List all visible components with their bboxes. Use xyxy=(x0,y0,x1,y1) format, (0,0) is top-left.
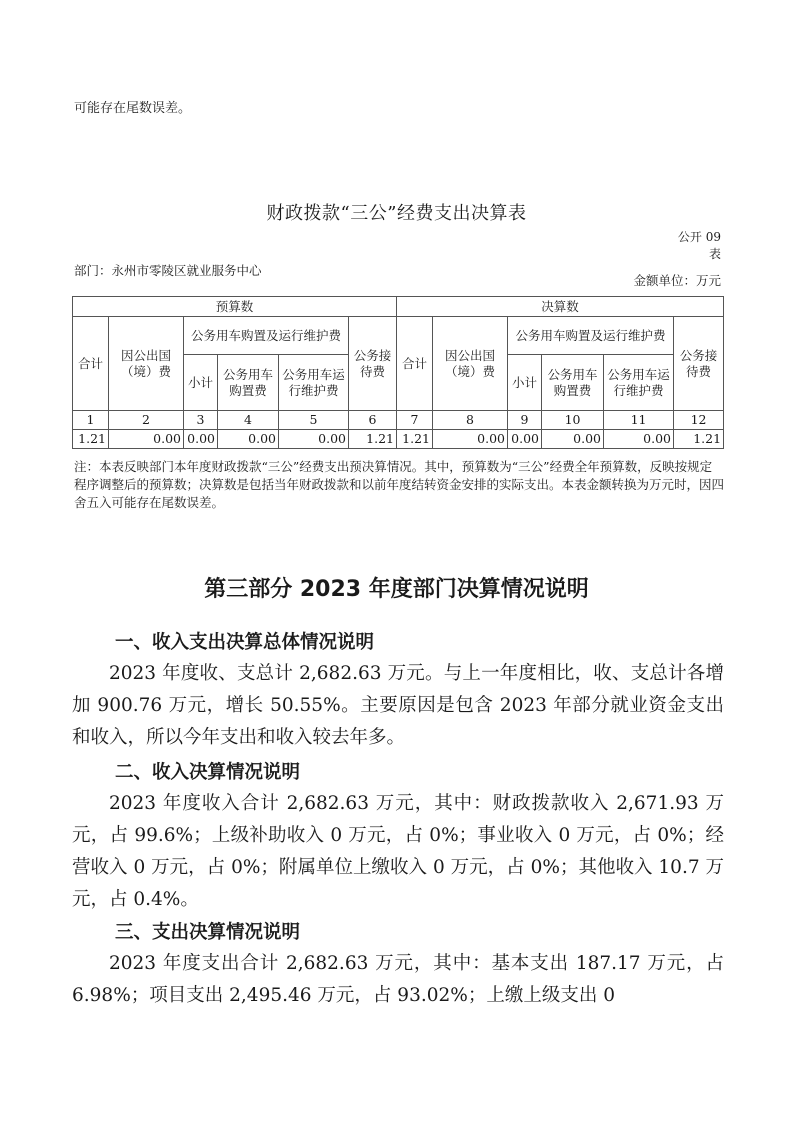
header-budget-subtotal: 小计 xyxy=(184,355,218,411)
column-number: 4 xyxy=(218,411,279,430)
column-number: 2 xyxy=(109,411,184,430)
column-number-row xyxy=(73,411,724,430)
cell-value: 1.21 xyxy=(397,430,433,449)
cell-value: 0.00 xyxy=(184,430,218,449)
header-budget-vehicle-maintenance: 公务用车运行维护费 xyxy=(279,355,349,411)
header-final-vehicle-purchase: 公务用车购置费 xyxy=(542,355,604,411)
header-budget-reception: 公务接待费 xyxy=(349,317,397,411)
column-number: 12 xyxy=(674,411,724,430)
cell-value: 0.00 xyxy=(218,430,279,449)
header-final-vehicle-group: 公务用车购置及运行维护费 xyxy=(508,317,674,355)
column-number: 7 xyxy=(397,411,433,430)
section-body-2: 2023 年度收入合计 2,682.63 万元，其中：财政拨款收入 2,671.93 万元，占 99.6%；上级补助收入 0 万元，占 0%；事业收入 0 万元，占 0%；经营收入 0 万元，占 0%；附属单位上缴收入 0 万元，占 0%；其他收入 10.7 万元，占 0.4%。 xyxy=(72,793,724,910)
cell-value: 0.00 xyxy=(604,430,674,449)
value-row xyxy=(73,430,724,449)
final-group-header: 决算数 xyxy=(397,297,724,317)
header-final-subtotal: 小计 xyxy=(508,355,542,411)
three-public-expenses-table xyxy=(72,296,724,449)
column-number: 6 xyxy=(349,411,397,430)
header-budget-abroad: 因公出国（境）费 xyxy=(109,317,184,411)
header-budget-vehicle-group: 公务用车购置及运行维护费 xyxy=(184,317,349,355)
header-final-total: 合计 xyxy=(397,317,433,411)
header-budget-vehicle-purchase: 公务用车购置费 xyxy=(218,355,279,411)
cell-value: 0.00 xyxy=(279,430,349,449)
header-final-reception: 公务接待费 xyxy=(674,317,724,411)
column-number: 8 xyxy=(433,411,508,430)
column-number: 10 xyxy=(542,411,604,430)
header-final-vehicle-maintenance: 公务用车运行维护费 xyxy=(604,355,674,411)
form-number-line2: 表 xyxy=(708,247,721,261)
group-header-row xyxy=(73,297,724,317)
column-number: 9 xyxy=(508,411,542,430)
section-body-1: 2023 年度收、支总计 2,682.63 万元。与上一年度相比，收、支总计各增加 900.76 万元，增长 50.55%。主要原因是包含 2023 年部分就业资金支出和收入，所以今年支出和收入较去年多。 xyxy=(72,663,724,748)
header-budget-total: 合计 xyxy=(73,317,109,411)
header-row-1 xyxy=(73,317,724,355)
department-label: 部门：永州市零陵区就业服务中心 xyxy=(74,263,262,278)
budget-group-header: 预算数 xyxy=(73,297,397,317)
section-heading-2: 二、收入决算情况说明 xyxy=(115,762,301,783)
column-number: 1 xyxy=(73,411,109,430)
table-title: 财政拨款“三公”经费支出决算表 xyxy=(266,203,527,224)
section-heading-3: 三、支出决算情况说明 xyxy=(115,922,301,943)
cell-value: 0.00 xyxy=(433,430,508,449)
section-heading-1: 一、收入支出决算总体情况说明 xyxy=(115,632,375,653)
table-note: 注：本表反映部门本年度财政拨款“三公”经费支出预决算情况。其中，预算数为“三公”经费全年预算数，反映按规定程序调整后的预算数；决算数是包括当年财政拨款和以前年度结转资金安排的实际支出。本表金额转换为万元时，因四舍五入可能存在尾数误差。 xyxy=(74,459,725,510)
section-body-3: 2023 年度支出合计 2,682.63 万元，其中：基本支出 187.17 万元，占 6.98%；项目支出 2,495.46 万元，占 93.02%；上缴上级支出 0 xyxy=(72,953,724,1006)
cell-value: 1.21 xyxy=(73,430,109,449)
column-number: 5 xyxy=(279,411,349,430)
amount-unit: 金额单位：万元 xyxy=(633,273,721,288)
column-number: 11 xyxy=(604,411,674,430)
top-note: 可能存在尾数误差。 xyxy=(74,101,192,116)
part-title: 第三部分 2023 年度部门决算情况说明 xyxy=(204,577,589,602)
cell-value: 0.00 xyxy=(508,430,542,449)
column-number: 3 xyxy=(184,411,218,430)
cell-value: 1.21 xyxy=(349,430,397,449)
form-number-line1: 公开 09 xyxy=(677,230,721,244)
form-number xyxy=(678,229,721,263)
cell-value: 1.21 xyxy=(674,430,724,449)
header-final-abroad: 因公出国（境）费 xyxy=(433,317,508,411)
cell-value: 0.00 xyxy=(542,430,604,449)
cell-value: 0.00 xyxy=(109,430,184,449)
